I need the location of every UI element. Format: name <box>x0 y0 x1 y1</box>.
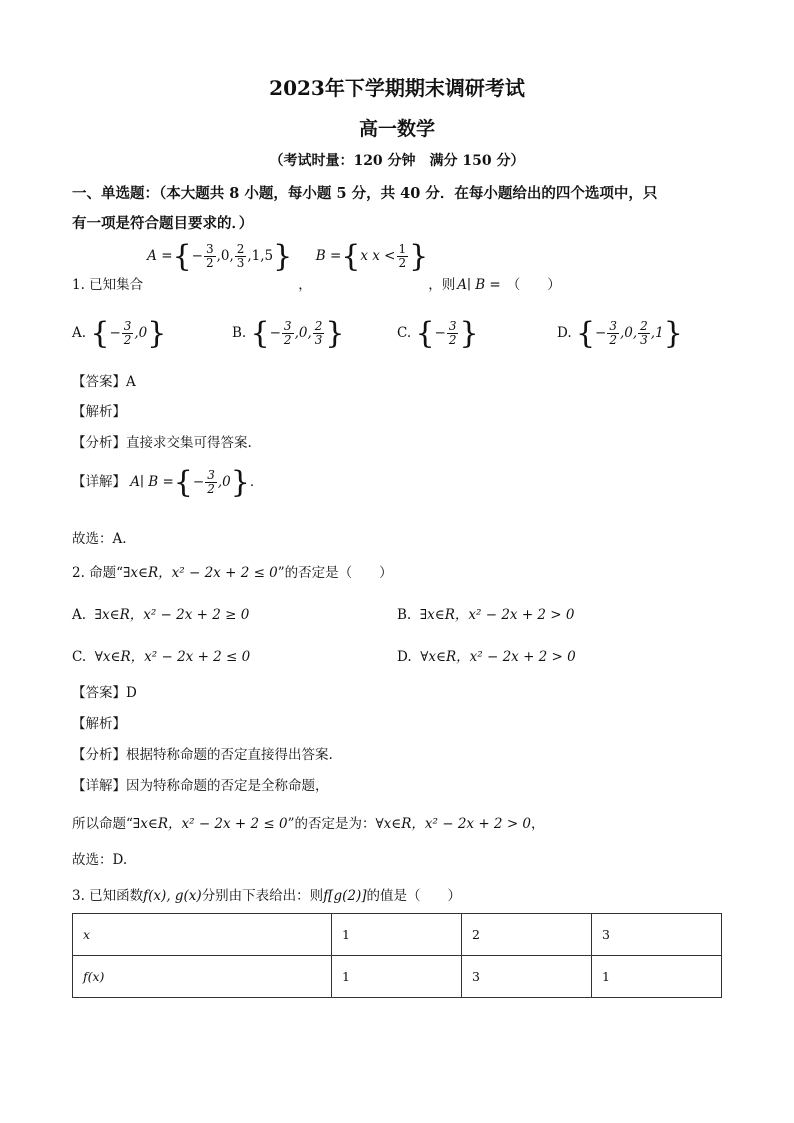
q1-fenxi: 【分析】直接求交集可得答案. <box>72 435 252 451</box>
q1-detail: 【详解】 A∣ B ={− $\frac{3}{2}$ ,0}． <box>72 465 264 500</box>
exam-title: 2023年下学期期末调研考试 <box>269 76 525 100</box>
table-cell: 3 <box>462 956 592 998</box>
q1-option-a: A. {− $\frac{3}{2}$ ,0} <box>72 316 167 351</box>
exam-subject: 高一数学 <box>358 118 435 140</box>
q1-set-b: B ={x x < $\frac{1}{2}$ } <box>315 239 429 274</box>
q2-fenxi: 【分析】根据特称命题的否定直接得出答案. <box>72 747 333 763</box>
q1-analysis-tag: 【解析】 <box>72 404 126 420</box>
q1-set-a: A ={− $\frac{3}{2}$ ,0, $\frac{2}{3}$ ,1,5} <box>147 239 293 274</box>
q1-answer: 【答案】A <box>72 374 136 390</box>
q1-choice: 故选：A. <box>72 531 127 547</box>
exam-info: （考试时量：120 分钟 满分 150 分） <box>269 153 525 169</box>
section-heading-line1: 一、单选题：（本大题共 8 小题，每小题 5 分，共 40 分．在每小题给出的四个选项中，只 <box>72 185 658 202</box>
question-1-stem: 1. 已知集合 A ={− $\frac{3}{2}$ ,0, $\frac{2}{3}$ ,1,5} ， B ={x x < $\frac{1}{2}$ } ，则 A∣ B = （ ） <box>72 239 561 293</box>
q1-expr: A∣ B = <box>457 277 501 293</box>
q2-option-a: A. ∃x∈R，x² − 2x + 2 ≥ 0 <box>72 607 250 623</box>
q1-prefix: 1. 已知集合 <box>72 277 144 293</box>
q2-conclusion: 所以命题“∃x∈R，x² − 2x + 2 ≤ 0”的否定是为：∀x∈R，x² − 2x + 2 > 0， <box>72 816 545 832</box>
q2-answer: 【答案】D <box>72 685 137 701</box>
q2-choice: 故选：D. <box>72 852 128 868</box>
table-cell: 3 <box>592 914 722 956</box>
section-heading-line2: 有一项是符合题目要求的．） <box>72 215 254 232</box>
q2-analysis-tag: 【解析】 <box>72 716 126 732</box>
q2-option-c: C. ∀x∈R，x² − 2x + 2 ≤ 0 <box>72 649 251 665</box>
q2-option-b: B. ∃x∈R，x² − 2x + 2 > 0 <box>397 607 575 623</box>
table-row <box>73 956 722 998</box>
q1-option-c: C. {− $\frac{3}{2}$ } <box>397 316 479 351</box>
table-cell: x <box>73 914 332 956</box>
table-cell: f(x) <box>73 956 332 998</box>
function-table <box>72 913 722 998</box>
table-cell: 2 <box>462 914 592 956</box>
table-cell: 1 <box>332 956 462 998</box>
table-cell: 1 <box>592 956 722 998</box>
question-2-stem: 2. 命题“∃x∈R，x² − 2x + 2 ≤ 0”的否定是（ ） <box>72 565 393 581</box>
q2-option-d: D. ∀x∈R，x² − 2x + 2 > 0 <box>397 649 576 665</box>
q2-detail: 【详解】因为特称命题的否定是全称命题， <box>72 778 329 794</box>
question-3-stem: 3. 已知函数f(x), g(x)分别由下表给出：则f[g(2)]的值是（ ） <box>72 888 461 904</box>
q1-option-b: B. {− $\frac{3}{2}$ ,0, $\frac{2}{3}$ } <box>232 316 345 351</box>
table-cell: 1 <box>332 914 462 956</box>
table-row <box>73 914 722 956</box>
q1-option-d: D. {− $\frac{3}{2}$ ,0, $\frac{2}{3}$ ,1} <box>557 316 683 351</box>
